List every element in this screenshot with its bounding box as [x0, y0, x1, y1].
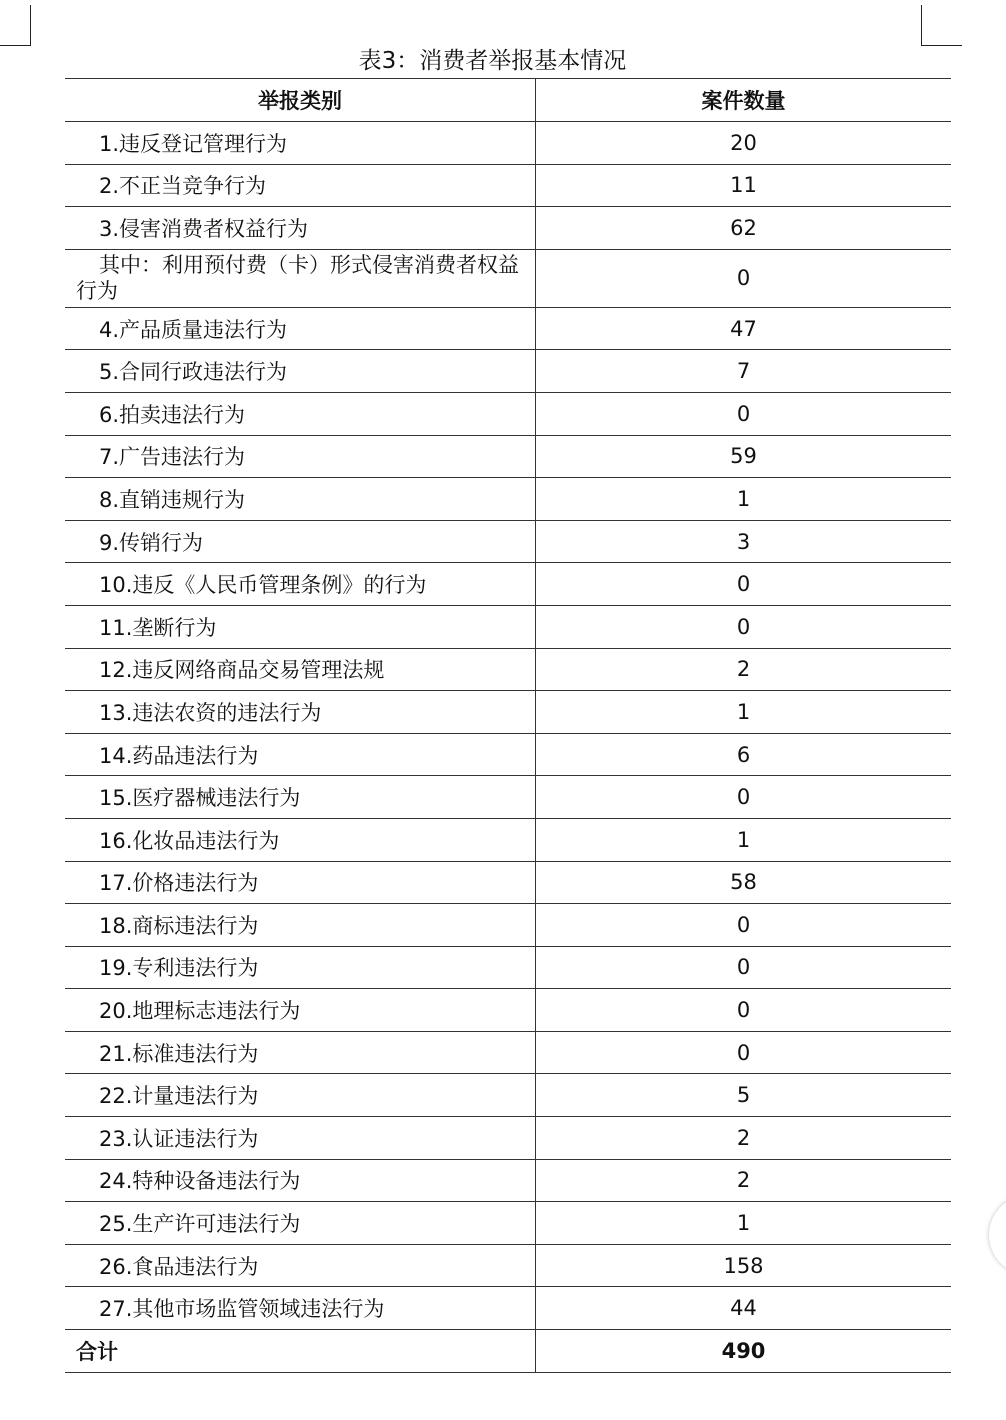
category-cell: 14.药品违法行为: [65, 733, 536, 776]
table-title: 表3：消费者举报基本情况: [358, 48, 627, 74]
header-count: 案件数量: [536, 79, 952, 122]
table-row: [65, 350, 951, 393]
count-cell: 44: [536, 1287, 952, 1330]
table-row: [65, 946, 951, 989]
count-cell: 0: [536, 249, 952, 307]
count-cell: 62: [536, 207, 952, 250]
count-cell: 0: [536, 1031, 952, 1074]
crop-mark-top-right: [921, 5, 962, 46]
count-cell: 158: [536, 1244, 952, 1287]
total-label: 合计: [65, 1330, 536, 1373]
count-cell: 0: [536, 904, 952, 947]
count-cell: 2: [536, 648, 952, 691]
table-row: [65, 605, 951, 648]
table-row: [65, 648, 951, 691]
category-cell: 27.其他市场监管领域违法行为: [65, 1287, 536, 1330]
table-row: [65, 1074, 951, 1117]
count-cell: 59: [536, 435, 952, 478]
category-cell: 24.特种设备违法行为: [65, 1159, 536, 1202]
count-cell: 20: [536, 122, 952, 165]
table-row: [65, 904, 951, 947]
table-row: [65, 691, 951, 734]
table-row: [65, 435, 951, 478]
category-cell: 23.认证违法行为: [65, 1117, 536, 1160]
count-cell: 6: [536, 733, 952, 776]
category-cell: 20.地理标志违法行为: [65, 989, 536, 1032]
table-row: [65, 207, 951, 250]
table-row: [65, 861, 951, 904]
total-row: [65, 1330, 951, 1373]
table-row: [65, 307, 951, 350]
count-cell: 0: [536, 563, 952, 606]
category-cell: 16.化妆品违法行为: [65, 818, 536, 861]
category-cell: 3.侵害消费者权益行为: [65, 207, 536, 250]
table-row: [65, 989, 951, 1032]
table-row: [65, 520, 951, 563]
table-row: [65, 818, 951, 861]
total-count: 490: [536, 1330, 952, 1373]
floating-action-button[interactable]: [989, 1195, 1006, 1275]
count-cell: 11: [536, 164, 952, 207]
count-cell: 0: [536, 946, 952, 989]
table-row: [65, 776, 951, 819]
table-row: [65, 1287, 951, 1330]
category-cell: 21.标准违法行为: [65, 1031, 536, 1074]
report-table: [65, 78, 951, 1373]
category-cell: 26.食品违法行为: [65, 1244, 536, 1287]
table-row: [65, 1202, 951, 1245]
category-cell: 4.产品质量违法行为: [65, 307, 536, 350]
count-cell: 0: [536, 776, 952, 819]
category-cell: 13.违法农资的违法行为: [65, 691, 536, 734]
count-cell: 1: [536, 818, 952, 861]
count-cell: 2: [536, 1117, 952, 1160]
category-cell: 19.专利违法行为: [65, 946, 536, 989]
count-cell: 0: [536, 605, 952, 648]
table-row: [65, 1031, 951, 1074]
count-cell: 47: [536, 307, 952, 350]
table-row: [65, 164, 951, 207]
count-cell: 0: [536, 989, 952, 1032]
table-row: [65, 392, 951, 435]
category-cell: 17.价格违法行为: [65, 861, 536, 904]
category-cell: 10.违反《人民币管理条例》的行为: [65, 563, 536, 606]
table-row: [65, 1244, 951, 1287]
count-cell: 0: [536, 392, 952, 435]
table-row: [65, 1159, 951, 1202]
table-row: [65, 1117, 951, 1160]
count-cell: 2: [536, 1159, 952, 1202]
crop-mark-top-left: [0, 5, 31, 46]
table-row: [65, 733, 951, 776]
category-cell: 22.计量违法行为: [65, 1074, 536, 1117]
category-cell: 8.直销违规行为: [65, 478, 536, 521]
category-cell: 7.广告违法行为: [65, 435, 536, 478]
count-cell: 1: [536, 691, 952, 734]
table-header-row: [65, 79, 951, 122]
table-row: [65, 478, 951, 521]
header-category: 举报类别: [65, 79, 536, 122]
table-row: [65, 249, 951, 307]
count-cell: 3: [536, 520, 952, 563]
category-cell: 9.传销行为: [65, 520, 536, 563]
category-cell: 其中：利用预付费（卡）形式侵害消费者权益行为: [65, 249, 536, 307]
category-cell: 12.违反网络商品交易管理法规: [65, 648, 536, 691]
category-cell: 25.生产许可违法行为: [65, 1202, 536, 1245]
category-cell: 5.合同行政违法行为: [65, 350, 536, 393]
category-cell: 15.医疗器械违法行为: [65, 776, 536, 819]
category-cell: 6.拍卖违法行为: [65, 392, 536, 435]
count-cell: 7: [536, 350, 952, 393]
count-cell: 5: [536, 1074, 952, 1117]
category-cell: 11.垄断行为: [65, 605, 536, 648]
table-row: [65, 563, 951, 606]
category-cell: 2.不正当竞争行为: [65, 164, 536, 207]
count-cell: 1: [536, 478, 952, 521]
category-cell: 18.商标违法行为: [65, 904, 536, 947]
count-cell: 58: [536, 861, 952, 904]
count-cell: 1: [536, 1202, 952, 1245]
category-cell: 1.违反登记管理行为: [65, 122, 536, 165]
table-row: [65, 122, 951, 165]
